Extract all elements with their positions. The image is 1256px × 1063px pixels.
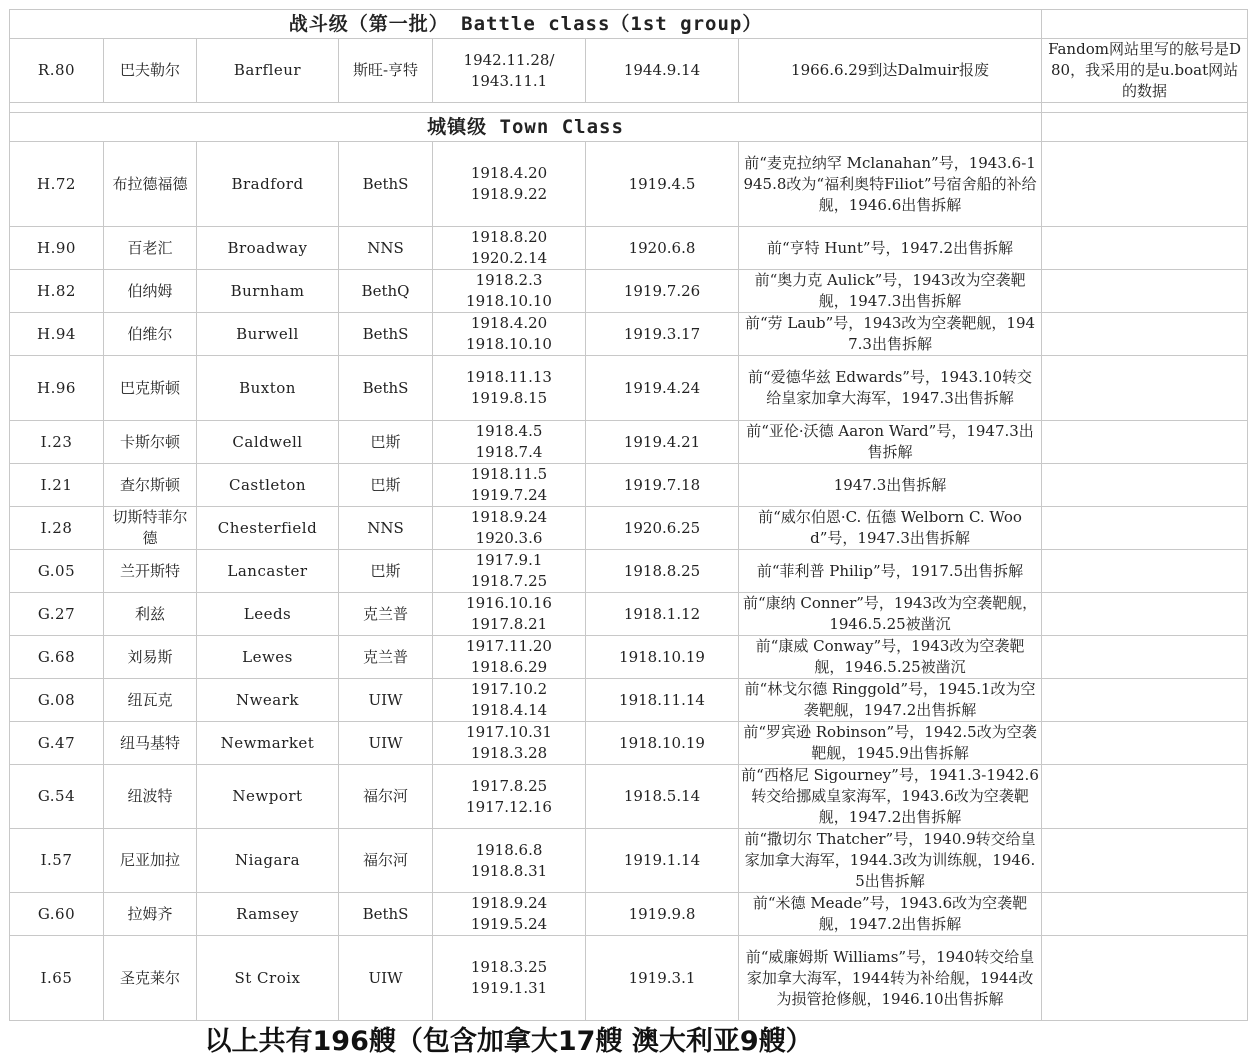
commission-cell: 1919.4.5: [586, 142, 739, 227]
fate-cell: 前“罗宾逊 Robinson”号，1942.5改为空袭靶舰，1945.9出售拆解: [739, 722, 1042, 765]
commission-cell: 1918.10.19: [586, 636, 739, 679]
laid-launched-cell: [433, 722, 586, 765]
commission-cell: 1919.7.18: [586, 464, 739, 507]
laid-launched-cell: [433, 356, 586, 421]
pennant-cell: R.80: [10, 39, 104, 103]
laid-date: 1917.9.1: [475, 551, 543, 569]
empty-cell: [1042, 270, 1248, 313]
en-name-cell: Buxton: [197, 356, 339, 421]
table-row: [10, 142, 1248, 227]
empty-cell: [1042, 936, 1248, 1021]
builder-cell: 巴斯: [339, 550, 433, 593]
spacer-cell: [1042, 103, 1248, 113]
pennant-cell: I.21: [10, 464, 104, 507]
builder-cell: BethS: [339, 893, 433, 936]
commission-cell: 1918.5.14: [586, 765, 739, 829]
builder-cell: 巴斯: [339, 421, 433, 464]
spacer-row: [10, 103, 1248, 113]
laid-launched-cell: [433, 142, 586, 227]
fate-cell: 前“爱德华兹 Edwards”号，1943.10转交给皇家加拿大海军，1947.3出售拆解: [739, 356, 1042, 421]
laid-date: 1918.2.3: [475, 271, 543, 289]
side-note-cell: Fandom网站里写的舷号是D80，我采用的是u.boat网站的数据: [1042, 39, 1248, 103]
laid-date: 1917.11.20: [466, 637, 552, 655]
zh-name-cell: 拉姆齐: [104, 893, 197, 936]
builder-cell: UIW: [339, 722, 433, 765]
launch-date: 1917.12.16: [466, 797, 552, 816]
laid-date: 1942.11.28/: [463, 50, 555, 69]
fate-cell: 前“康威 Conway”号，1943改为空袭靶舰，1946.5.25被凿沉: [739, 636, 1042, 679]
launch-date: 1918.10.10: [466, 335, 552, 353]
summary-text: 以上共有196艘（包含加拿大17艘 澳大利亚9艘）: [204, 1026, 813, 1058]
empty-cell: [1042, 829, 1248, 893]
empty-cell: [1042, 113, 1248, 142]
laid-date: 1918.6.8: [475, 840, 543, 859]
en-name-cell: Leeds: [197, 593, 339, 636]
empty-cell: [1042, 765, 1248, 829]
spacer-cell: [10, 103, 1042, 113]
launch-date: 1917.8.21: [470, 615, 548, 633]
builder-cell: NNS: [339, 507, 433, 550]
fate-cell: 前“米德 Meade”号，1943.6改为空袭靶舰，1947.2出售拆解: [739, 893, 1042, 936]
laid-date: 1918.8.20: [470, 228, 548, 246]
laid-launched-cell: [433, 464, 586, 507]
launch-date: 1920.2.14: [470, 249, 548, 267]
laid-date: 1918.11.13: [466, 368, 552, 386]
fate-cell: 前“撒切尔 Thatcher”号，1940.9转交给皇家加拿大海军，1944.3改为训练舰，1946.5出售拆解: [739, 829, 1042, 893]
empty-cell: [1042, 142, 1248, 227]
launch-date: 1919.8.15: [470, 389, 548, 407]
launch-date: 1920.3.6: [475, 529, 543, 547]
commission-cell: 1918.11.14: [586, 679, 739, 722]
launch-date: 1918.3.28: [470, 744, 548, 762]
laid-date: 1918.4.5: [475, 422, 543, 440]
builder-cell: 福尔河: [339, 829, 433, 893]
builder-cell: BethS: [339, 142, 433, 227]
en-name-cell: Broadway: [197, 227, 339, 270]
pennant-cell: G.60: [10, 893, 104, 936]
pennant-cell: I.65: [10, 936, 104, 1021]
launch-date: 1918.6.29: [470, 658, 548, 676]
pennant-cell: G.05: [10, 550, 104, 593]
fate-cell: 前“康纳 Conner”号，1943改为空袭靶舰，1946.5.25被凿沉: [739, 593, 1042, 636]
zh-name-cell: 刘易斯: [104, 636, 197, 679]
en-name-cell: Lancaster: [197, 550, 339, 593]
zh-name-cell: 巴克斯顿: [104, 356, 197, 421]
en-name-cell: Burnham: [197, 270, 339, 313]
zh-name-cell: 伯维尔: [104, 313, 197, 356]
laid-launched-cell: [433, 550, 586, 593]
fate-cell: 前“西格尼 Sigourney”号，1941.3-1942.6转交给挪威皇家海军，1943.6改为空袭靶舰，1947.2出售拆解: [739, 765, 1042, 829]
en-name-cell: Burwell: [197, 313, 339, 356]
laid-launched-cell: [433, 227, 586, 270]
empty-cell: [1042, 313, 1248, 356]
pennant-cell: I.23: [10, 421, 104, 464]
en-name-cell: Newport: [197, 765, 339, 829]
commission-cell: 1919.3.1: [586, 936, 739, 1021]
table-row: [10, 679, 1248, 722]
pennant-cell: G.54: [10, 765, 104, 829]
empty-cell: [1042, 464, 1248, 507]
en-name-cell: Niagara: [197, 829, 339, 893]
builder-cell: 克兰普: [339, 593, 433, 636]
builder-cell: 斯旺-亨特: [339, 39, 433, 103]
pennant-cell: I.57: [10, 829, 104, 893]
laid-date: 1916.10.16: [466, 594, 552, 612]
table-row: [10, 893, 1248, 936]
zh-name-cell: 兰开斯特: [104, 550, 197, 593]
laid-launched-cell: [433, 893, 586, 936]
commission-cell: 1919.4.21: [586, 421, 739, 464]
zh-name-cell: 尼亚加拉: [104, 829, 197, 893]
zh-name-cell: 圣克莱尔: [104, 936, 197, 1021]
zh-name-cell: 布拉德福德: [104, 142, 197, 227]
empty-cell: [1042, 227, 1248, 270]
commission-cell: 1919.9.8: [586, 893, 739, 936]
commission-cell: 1918.8.25: [586, 550, 739, 593]
table-row: [10, 550, 1248, 593]
zh-name-cell: 纽波特: [104, 765, 197, 829]
commission-cell: 1919.3.17: [586, 313, 739, 356]
en-name-cell: Chesterfield: [197, 507, 339, 550]
pennant-cell: G.47: [10, 722, 104, 765]
laid-date: 1918.9.24: [470, 894, 548, 912]
builder-cell: BethQ: [339, 270, 433, 313]
pennant-cell: G.68: [10, 636, 104, 679]
en-name-cell: Barfleur: [197, 39, 339, 103]
table-row: [10, 507, 1248, 550]
fate-cell: 前“威尔伯恩·C. 伍德 Welborn C. Wood”号，1947.3出售拆解: [739, 507, 1042, 550]
laid-date: 1918.3.25: [470, 958, 548, 976]
zh-name-cell: 卡斯尔顿: [104, 421, 197, 464]
table-row: [10, 313, 1248, 356]
empty-cell: [1042, 636, 1248, 679]
builder-cell: 克兰普: [339, 636, 433, 679]
table-row: [10, 464, 1248, 507]
pennant-cell: G.08: [10, 679, 104, 722]
laid-launched-cell: [433, 39, 586, 103]
laid-launched-cell: [433, 421, 586, 464]
launch-date: 1919.1.31: [470, 979, 548, 997]
builder-cell: 福尔河: [339, 765, 433, 829]
en-name-cell: Bradford: [197, 142, 339, 227]
zh-name-cell: 百老汇: [104, 227, 197, 270]
en-name-cell: Lewes: [197, 636, 339, 679]
en-name-cell: Castleton: [197, 464, 339, 507]
laid-launched-cell: [433, 270, 586, 313]
table-row: [10, 722, 1248, 765]
table-row: [10, 829, 1248, 893]
zh-name-cell: 利兹: [104, 593, 197, 636]
builder-cell: UIW: [339, 679, 433, 722]
fate-cell: 前“威廉姆斯 Williams”号，1940转交给皇家加拿大海军，1944转为补给舰，1944改为损管抢修舰，1946.10出售拆解: [739, 936, 1042, 1021]
en-name-cell: Newmarket: [197, 722, 339, 765]
commission-cell: 1920.6.25: [586, 507, 739, 550]
fate-cell: 前“菲利普 Philip”号，1917.5出售拆解: [739, 550, 1042, 593]
empty-cell: [1042, 10, 1248, 39]
empty-cell: [1042, 356, 1248, 421]
commission-cell: 1919.7.26: [586, 270, 739, 313]
laid-date: 1918.4.20: [470, 164, 548, 182]
laid-date: 1917.10.31: [466, 723, 552, 741]
fate-cell: 前“劳 Laub”号，1943改为空袭靶舰，1947.3出售拆解: [739, 313, 1042, 356]
table-row: [10, 936, 1248, 1021]
commission-cell: 1919.1.14: [586, 829, 739, 893]
empty-cell: [1042, 722, 1248, 765]
commission-cell: 1920.6.8: [586, 227, 739, 270]
pennant-cell: H.94: [10, 313, 104, 356]
launch-date: 1918.7.25: [470, 572, 548, 590]
laid-date: 1918.11.5: [470, 465, 548, 483]
empty-cell: [1042, 507, 1248, 550]
laid-launched-cell: [433, 765, 586, 829]
table-row: [10, 765, 1248, 829]
commission-cell: 1919.4.24: [586, 356, 739, 421]
laid-launched-cell: [433, 636, 586, 679]
zh-name-cell: 伯纳姆: [104, 270, 197, 313]
table-row: [10, 636, 1248, 679]
summary-row: [10, 1021, 1248, 1063]
en-name-cell: Caldwell: [197, 421, 339, 464]
zh-name-cell: 切斯特菲尔德: [104, 507, 197, 550]
laid-date: 1917.8.25: [470, 776, 548, 795]
laid-launched-cell: [433, 936, 586, 1021]
empty-cell: [1042, 679, 1248, 722]
laid-launched-cell: [433, 829, 586, 893]
fate-cell: 前“奥力克 Aulick”号，1943改为空袭靶舰，1947.3出售拆解: [739, 270, 1042, 313]
laid-date: 1918.9.24: [470, 508, 548, 526]
town-class-header: 城镇级 Town Class: [10, 113, 1042, 142]
table-row: [10, 270, 1248, 313]
zh-name-cell: 纽瓦克: [104, 679, 197, 722]
pennant-cell: H.96: [10, 356, 104, 421]
pennant-cell: I.28: [10, 507, 104, 550]
fate-cell: 前“亚伦·沃德 Aaron Ward”号，1947.3出售拆解: [739, 421, 1042, 464]
launch-date: 1918.9.22: [470, 185, 548, 203]
ship-table: [9, 9, 1248, 1063]
empty-cell: [1042, 550, 1248, 593]
laid-launched-cell: [433, 679, 586, 722]
builder-cell: NNS: [339, 227, 433, 270]
en-name-cell: Ramsey: [197, 893, 339, 936]
launch-date: 1943.11.1: [470, 71, 548, 90]
pennant-cell: H.72: [10, 142, 104, 227]
empty-cell: [1042, 593, 1248, 636]
launch-date: 1918.4.14: [470, 701, 548, 719]
pennant-cell: H.82: [10, 270, 104, 313]
table-row: [10, 39, 1248, 103]
builder-cell: 巴斯: [339, 464, 433, 507]
fate-cell: 前“林戈尔德 Ringgold”号，1945.1改为空袭靶舰，1947.2出售拆解: [739, 679, 1042, 722]
laid-launched-cell: [433, 593, 586, 636]
fate-cell: 1966.6.29到达Dalmuir报废: [739, 39, 1042, 103]
commission-cell: 1944.9.14: [586, 39, 739, 103]
table-row: [10, 356, 1248, 421]
empty-cell: [1042, 893, 1248, 936]
zh-name-cell: 查尔斯顿: [104, 464, 197, 507]
empty-cell: [1042, 421, 1248, 464]
zh-name-cell: 巴夫勒尔: [104, 39, 197, 103]
launch-date: 1918.10.10: [466, 292, 552, 310]
pennant-cell: G.27: [10, 593, 104, 636]
fate-cell: 前“麦克拉纳罕 Mclanahan”号，1943.6-1945.8改为“福利奥特Filiot”号宿舍船的补给舰，1946.6出售拆解: [739, 142, 1042, 227]
commission-cell: 1918.10.19: [586, 722, 739, 765]
fate-cell: 前“亨特 Hunt”号，1947.2出售拆解: [739, 227, 1042, 270]
builder-cell: BethS: [339, 313, 433, 356]
launch-date: 1918.8.31: [470, 861, 548, 880]
builder-cell: UIW: [339, 936, 433, 1021]
laid-launched-cell: [433, 313, 586, 356]
laid-date: 1918.4.20: [470, 314, 548, 332]
table-row: [10, 421, 1248, 464]
launch-date: 1918.7.4: [475, 443, 543, 461]
en-name-cell: St Croix: [197, 936, 339, 1021]
launch-date: 1919.7.24: [470, 486, 548, 504]
launch-date: 1919.5.24: [470, 915, 548, 933]
en-name-cell: Nweark: [197, 679, 339, 722]
laid-launched-cell: [433, 507, 586, 550]
builder-cell: BethS: [339, 356, 433, 421]
battle-class-header: 战斗级（第一批） Battle class（1st group）: [10, 10, 1042, 39]
fate-cell: 1947.3出售拆解: [739, 464, 1042, 507]
table-row: [10, 593, 1248, 636]
table-row: [10, 227, 1248, 270]
commission-cell: 1918.1.12: [586, 593, 739, 636]
pennant-cell: H.90: [10, 227, 104, 270]
zh-name-cell: 纽马基特: [104, 722, 197, 765]
laid-date: 1917.10.2: [470, 680, 548, 698]
